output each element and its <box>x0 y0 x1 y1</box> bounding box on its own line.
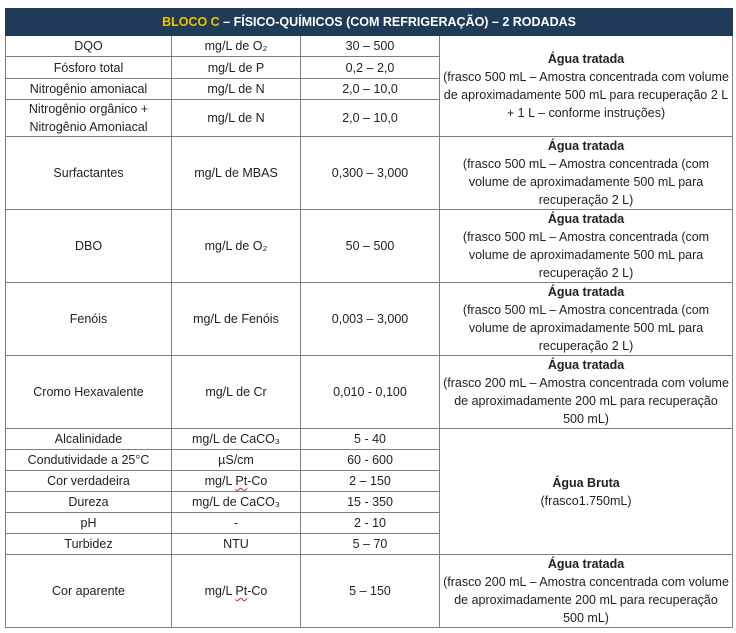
table-title <box>6 9 733 36</box>
unit-cell: mg/L de N <box>172 100 301 137</box>
param-cell: Dureza <box>6 492 172 513</box>
note-title: Água tratada <box>547 285 625 299</box>
range-cell: 0,300 – 3,000 <box>301 137 440 210</box>
block-title: – FÍSICO-QUÍMICOS (COM REFRIGERAÇÃO) – 2 RODADAS <box>219 15 576 29</box>
block-label: BLOCO C <box>162 15 220 29</box>
spellcheck-word: Pt <box>235 584 248 598</box>
table-row <box>6 36 733 57</box>
range-cell: 50 – 500 <box>301 210 440 283</box>
param-cell: Fenóis <box>6 283 172 356</box>
table-row <box>6 283 733 356</box>
note-body: (frasco 500 mL – Amostra concentrada (com volume de aproximadamente 500 mL para recuperação 2 L) <box>462 303 710 353</box>
unit-cell: mg/L de CaCO₃ <box>172 492 301 513</box>
note-title: Água tratada <box>547 139 625 153</box>
param-cell: Turbidez <box>6 534 172 555</box>
unit-cell: mg/L de MBAS <box>172 137 301 210</box>
note-cell <box>440 555 733 628</box>
unit-suffix: -Co <box>247 474 268 488</box>
unit-cell <box>172 555 301 628</box>
document-page <box>5 8 732 628</box>
note-cell <box>440 283 733 356</box>
note-title: Água tratada <box>547 557 625 571</box>
param-cell: Nitrogênio amoniacal <box>6 79 172 100</box>
range-cell: 15 - 350 <box>301 492 440 513</box>
param-cell: Cromo Hexavalente <box>6 356 172 429</box>
unit-cell: - <box>172 513 301 534</box>
unit-prefix: mg/L <box>204 474 236 488</box>
unit-suffix: -Co <box>247 584 268 598</box>
note-body: (frasco 500 mL – Amostra concentrada (com volume de aproximadamente 500 mL para recuperação 2 L) <box>462 230 710 280</box>
range-cell: 0,003 – 3,000 <box>301 283 440 356</box>
range-cell: 2 – 150 <box>301 471 440 492</box>
note-title: Água tratada <box>547 52 625 66</box>
note-title: Água Bruta <box>552 475 620 490</box>
param-cell: Fósforo total <box>6 57 172 79</box>
range-cell: 2 - 10 <box>301 513 440 534</box>
parameters-table <box>5 8 733 628</box>
note-title: Água tratada <box>547 212 625 226</box>
param-cell: Cor aparente <box>6 555 172 628</box>
range-cell: 5 – 70 <box>301 534 440 555</box>
note-body: (frasco 500 mL – Amostra concentrada (com volume de aproximadamente 500 mL para recuperação 2 L) <box>462 157 710 207</box>
unit-cell: NTU <box>172 534 301 555</box>
table-row <box>6 137 733 210</box>
unit-cell: mg/L de O₂ <box>172 210 301 283</box>
spellcheck-word: Pt <box>235 474 248 488</box>
range-cell: 60 - 600 <box>301 450 440 471</box>
range-cell: 0,2 – 2,0 <box>301 57 440 79</box>
range-cell: 5 – 150 <box>301 555 440 628</box>
param-cell: Nitrogênio orgânico + Nitrogênio Amoniacal <box>6 100 172 137</box>
unit-cell: mg/L de P <box>172 57 301 79</box>
range-cell: 2,0 – 10,0 <box>301 100 440 137</box>
table-row <box>6 429 733 450</box>
unit-cell <box>172 471 301 492</box>
note-cell <box>440 429 733 555</box>
range-cell: 30 – 500 <box>301 36 440 57</box>
unit-cell: mg/L de CaCO₃ <box>172 429 301 450</box>
note-cell <box>440 356 733 429</box>
note-body: (frasco 200 mL – Amostra concentrada com volume de aproximadamente 200 mL para recuperação 500 mL) <box>443 376 729 426</box>
param-cell: Cor verdadeira <box>6 471 172 492</box>
note-cell <box>440 210 733 283</box>
unit-cell: mg/L de N <box>172 79 301 100</box>
unit-cell: mg/L de Fenóis <box>172 283 301 356</box>
note-cell <box>440 137 733 210</box>
table-row <box>6 210 733 283</box>
range-cell: 0,010 - 0,100 <box>301 356 440 429</box>
note-body: (frasco 200 mL – Amostra concentrada com volume de aproximadamente 200 mL para recuperação 500 mL) <box>443 575 729 625</box>
unit-cell: mg/L de O₂ <box>172 36 301 57</box>
unit-cell: mg/L de Cr <box>172 356 301 429</box>
param-cell: DBO <box>6 210 172 283</box>
param-cell: Alcalinidade <box>6 429 172 450</box>
unit-cell: µS/cm <box>172 450 301 471</box>
range-cell: 5 - 40 <box>301 429 440 450</box>
table-row <box>6 356 733 429</box>
param-cell: DQO <box>6 36 172 57</box>
note-title: Água tratada <box>547 358 625 372</box>
note-body: (frasco 500 mL – Amostra concentrada com volume de aproximadamente 500 mL para recuperação 2 L + 1 L – conforme instruções) <box>443 70 729 120</box>
table-header-row <box>6 9 733 36</box>
param-cell: pH <box>6 513 172 534</box>
table-row <box>6 555 733 628</box>
param-cell: Surfactantes <box>6 137 172 210</box>
unit-prefix: mg/L <box>204 584 236 598</box>
note-body: (frasco1.750mL) <box>540 493 632 508</box>
param-cell: Condutividade a 25°C <box>6 450 172 471</box>
note-cell <box>440 36 733 137</box>
range-cell: 2,0 – 10,0 <box>301 79 440 100</box>
